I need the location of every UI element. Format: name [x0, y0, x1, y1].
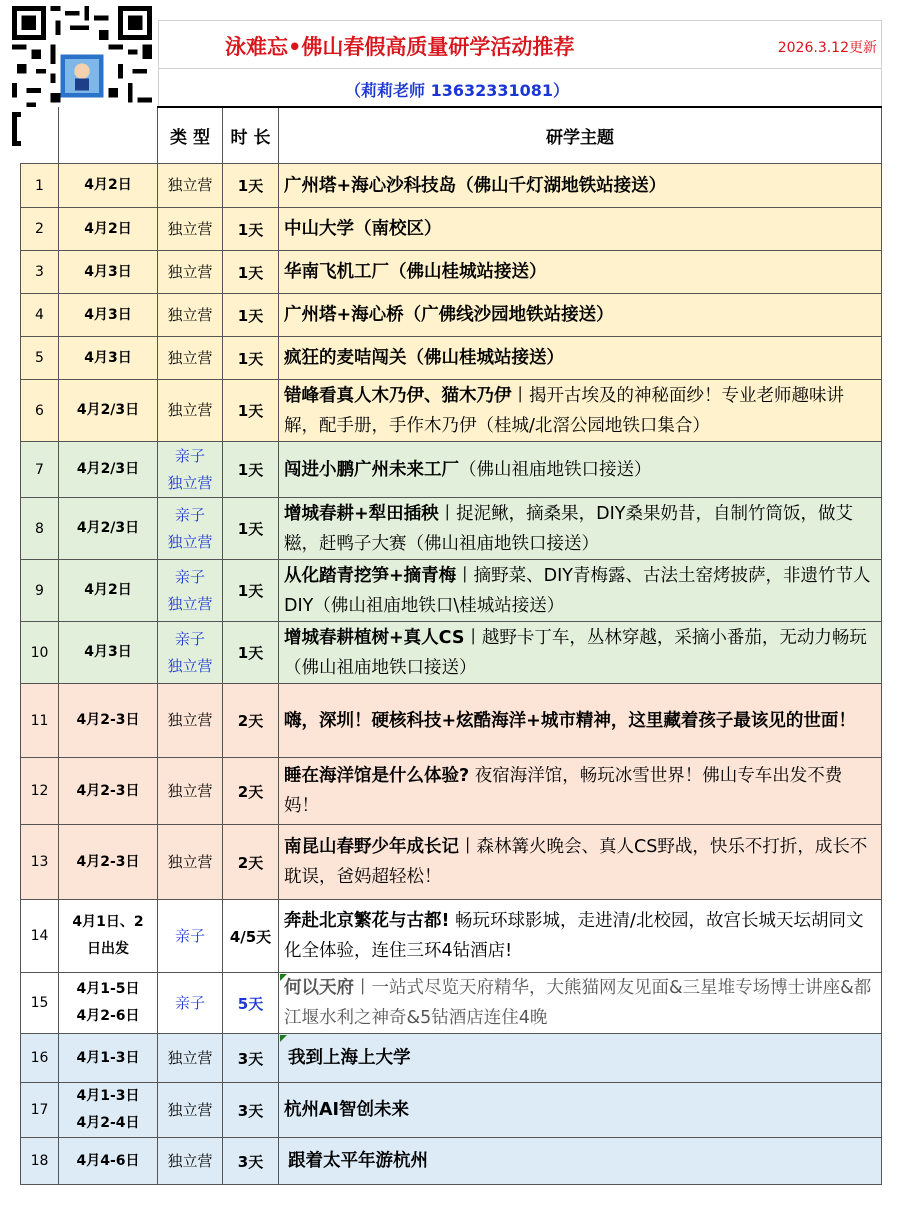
type-text: 亲子 — [174, 505, 205, 524]
type-text: 独立营 — [167, 305, 213, 324]
table-row — [21, 251, 882, 294]
header-duration: 时 长 — [223, 107, 279, 164]
table-row — [21, 560, 882, 622]
topic-title: 南昆山春野少年成长记 — [284, 837, 459, 857]
type-cell — [158, 1138, 223, 1185]
topic-description: 畅玩环球影城，走进清/北校园，故宫长城天坛胡同文化全体验，连住三环4钻酒店! — [284, 911, 864, 961]
update-date: 2026.3.12更新 — [777, 40, 877, 56]
topic-cell — [279, 208, 882, 251]
type-cell — [158, 684, 223, 758]
topic-description: （佛山祖庙地铁口接送） — [459, 459, 652, 480]
topic-cell — [279, 1034, 882, 1083]
type-cell — [158, 1083, 223, 1138]
type-text: 独立营 — [167, 1151, 213, 1170]
table-row — [21, 825, 882, 900]
topic-title: 广州塔+海心沙科技岛（佛山千灯湖地铁站接送） — [284, 175, 667, 196]
duration-cell: 1天 — [223, 498, 279, 560]
date-text: 4月2日 — [84, 582, 132, 598]
table-row — [21, 337, 882, 380]
row-number: 14 — [21, 900, 59, 973]
header-blank — [21, 107, 59, 164]
row-number: 1 — [21, 164, 59, 208]
date-text: 4月1-3日 — [76, 1049, 140, 1066]
title-bar — [158, 20, 882, 69]
topic-cell — [279, 684, 882, 758]
topic-description: 丨揭开古埃及的神秘面纱！专业老师趣味讲解，配手册，手作木乃伊（桂城/北滘公园地铁口集合） — [284, 385, 844, 436]
type-text: 独立营 — [167, 1048, 213, 1067]
topic-title: 华南飞机工厂（佛山桂城站接送） — [284, 262, 547, 282]
date-text: 4月2-3日 — [76, 712, 140, 728]
table-row — [21, 498, 882, 560]
topic-title: 我到上海上大学 — [288, 1048, 411, 1068]
topic-cell — [279, 164, 882, 208]
type-text: 亲子 — [174, 446, 205, 465]
topic-cell — [279, 1083, 882, 1138]
type-cell — [158, 498, 223, 560]
type-text: 独立营 — [167, 656, 213, 675]
row-number: 16 — [21, 1034, 59, 1083]
type-text: 亲子 — [174, 926, 205, 945]
topic-title: 何以天府 — [284, 978, 354, 998]
duration-cell: 1天 — [223, 380, 279, 442]
topic-title: 从化踏青挖笋+摘青梅 — [284, 565, 457, 586]
type-cell — [158, 164, 223, 208]
type-cell — [158, 900, 223, 973]
duration-cell: 1天 — [223, 622, 279, 684]
topic-description: 丨捉泥鳅，摘桑果，DIY桑果奶昔，自制竹筒饭，做艾糍，赶鸭子大赛（佛山祖庙地铁口接送） — [284, 503, 853, 554]
row-number: 18 — [21, 1138, 59, 1185]
topic-title: 中山大学（南校区） — [284, 219, 442, 239]
type-text: 亲子 — [174, 567, 205, 586]
type-text: 独立营 — [167, 1100, 213, 1119]
duration-cell: 1天 — [223, 442, 279, 498]
comment-marker-icon — [280, 974, 287, 981]
date-cell — [59, 498, 158, 560]
table-row — [21, 758, 882, 825]
table-row — [21, 1138, 882, 1185]
topic-cell — [279, 1138, 882, 1185]
topic-cell — [279, 337, 882, 380]
date-text: 4月2/3日 — [76, 461, 140, 477]
topic-cell — [279, 442, 882, 498]
table-row — [21, 973, 882, 1034]
duration-cell: 1天 — [223, 560, 279, 622]
type-cell — [158, 622, 223, 684]
row-number: 6 — [21, 380, 59, 442]
type-cell — [158, 251, 223, 294]
topic-title: 杭州AI智创未来 — [284, 1100, 410, 1120]
row-number: 15 — [21, 973, 59, 1034]
date-text: 4月3日 — [84, 306, 132, 323]
duration-cell: 2天 — [223, 825, 279, 900]
type-text: 独立营 — [167, 348, 213, 367]
contact-info: （莉莉老师 13632331081） — [345, 81, 570, 100]
topic-cell — [279, 251, 882, 294]
date-text: 4月2-6日 — [76, 1008, 140, 1024]
contact-bar — [158, 68, 882, 107]
date-cell — [59, 684, 158, 758]
date-cell — [59, 337, 158, 380]
duration-cell: 1天 — [223, 251, 279, 294]
row-number: 9 — [21, 560, 59, 622]
duration-cell: 1天 — [223, 208, 279, 251]
type-cell — [158, 1034, 223, 1083]
topic-title: 广州塔+海心桥（广佛线沙园地铁站接送） — [284, 305, 614, 325]
date-cell — [59, 1034, 158, 1083]
date-text: 4月2日 — [84, 220, 132, 237]
type-text: 独立营 — [167, 781, 213, 800]
topic-description: 丨一站式尽览天府精华，大熊猫网友见面&三星堆专场博士讲座&都江堰水利之神奇&5钻酒店连住4晚 — [284, 978, 872, 1028]
row-number: 5 — [21, 337, 59, 380]
page-title: 泳难忘•佛山春假高质量研学活动推荐 — [225, 35, 575, 59]
date-cell — [59, 380, 158, 442]
type-cell — [158, 294, 223, 337]
topic-cell — [279, 973, 882, 1034]
topic-cell — [279, 294, 882, 337]
date-cell — [59, 442, 158, 498]
topic-cell — [279, 825, 882, 900]
type-text: 独立营 — [167, 852, 213, 871]
date-text: 日出发 — [87, 941, 129, 957]
topic-cell — [279, 380, 882, 442]
type-cell — [158, 758, 223, 825]
type-text: 独立营 — [167, 473, 213, 492]
topic-cell — [279, 622, 882, 684]
date-cell — [59, 1083, 158, 1138]
row-number: 3 — [21, 251, 59, 294]
date-cell — [59, 825, 158, 900]
header-type: 类 型 — [158, 107, 223, 164]
type-cell — [158, 825, 223, 900]
duration-cell: 2天 — [223, 684, 279, 758]
duration-cell: 1天 — [223, 294, 279, 337]
date-cell — [59, 622, 158, 684]
date-text: 4月3日 — [84, 644, 132, 660]
date-text: 4月2/3日 — [76, 520, 140, 536]
topic-cell — [279, 560, 882, 622]
type-cell — [158, 442, 223, 498]
date-cell — [59, 294, 158, 337]
row-number: 12 — [21, 758, 59, 825]
table-row — [21, 622, 882, 684]
table-row — [21, 900, 882, 973]
date-cell — [59, 251, 158, 294]
table-header — [21, 107, 882, 164]
date-text: 4月2日 — [84, 177, 132, 193]
topic-title: 嗨，深圳！硬核科技+炫酷海洋+城市精神，这里藏着孩子最该见的世面！ — [284, 710, 856, 731]
date-cell — [59, 900, 158, 973]
duration-cell: 3天 — [223, 1083, 279, 1138]
topic-description: 丨越野卡丁车，丛林穿越，采摘小番茄，无动力畅玩（佛山祖庙地铁口接送） — [284, 627, 867, 678]
date-cell — [59, 560, 158, 622]
table-row — [21, 684, 882, 758]
duration-cell: 4/5天 — [223, 900, 279, 973]
table-row — [21, 442, 882, 498]
table-row — [21, 1034, 882, 1083]
topic-title: 奔赴北京繁花与古都! — [284, 911, 450, 931]
type-cell — [158, 337, 223, 380]
date-text: 4月2-3日 — [76, 782, 140, 799]
date-cell — [59, 1138, 158, 1185]
date-text: 4月1-5日 — [76, 981, 140, 997]
type-text: 亲子 — [174, 629, 205, 648]
row-number: 8 — [21, 498, 59, 560]
duration-cell: 3天 — [223, 1138, 279, 1185]
type-text: 独立营 — [167, 219, 213, 238]
row-number: 11 — [21, 684, 59, 758]
comment-marker-icon — [280, 1035, 287, 1042]
topic-title: 疯狂的麦咭闯关（佛山桂城站接送） — [284, 348, 564, 368]
type-text: 独立营 — [167, 176, 213, 194]
duration-cell: 1天 — [223, 164, 279, 208]
type-text: 独立营 — [167, 711, 213, 729]
row-number: 10 — [21, 622, 59, 684]
row-number: 13 — [21, 825, 59, 900]
date-text: 4月2/3日 — [76, 402, 140, 418]
date-cell — [59, 164, 158, 208]
duration-cell: 2天 — [223, 758, 279, 825]
date-cell — [59, 758, 158, 825]
date-text: 4月4-6日 — [76, 1152, 140, 1169]
date-text: 4月2-4日 — [76, 1115, 140, 1131]
topic-title: 增城春耕+犁田插秧 — [284, 503, 439, 524]
topic-description: 夜宿海洋馆，畅玩冰雪世界！佛山专车出发不费妈！ — [284, 766, 843, 816]
duration-cell: 1天 — [223, 337, 279, 380]
type-text: 独立营 — [167, 532, 213, 551]
table-row — [21, 164, 882, 208]
topic-title: 睡在海洋馆是什么体验? — [284, 766, 470, 786]
date-cell — [59, 973, 158, 1034]
header-blank — [59, 107, 158, 164]
type-text: 独立营 — [167, 401, 213, 419]
duration-cell: 5天 — [223, 973, 279, 1034]
topic-title: 错峰看真人木乃伊、猫木乃伊 — [284, 385, 512, 406]
date-text: 4月1日、2 — [72, 914, 144, 930]
type-text: 独立营 — [167, 262, 213, 281]
type-text: 独立营 — [167, 594, 213, 613]
activity-table — [20, 106, 882, 1185]
topic-title: 增城春耕植树+真人CS — [284, 627, 465, 648]
header-topic: 研学主题 — [279, 107, 882, 164]
topic-cell — [279, 900, 882, 973]
table-row — [21, 1083, 882, 1138]
row-number: 4 — [21, 294, 59, 337]
row-number: 17 — [21, 1083, 59, 1138]
table-row — [21, 208, 882, 251]
topic-cell — [279, 498, 882, 560]
type-text: 亲子 — [174, 993, 205, 1012]
date-cell — [59, 208, 158, 251]
type-cell — [158, 973, 223, 1034]
row-number: 2 — [21, 208, 59, 251]
date-text: 4月3日 — [84, 349, 132, 366]
topic-title: 跟着太平年游杭州 — [288, 1151, 428, 1171]
table-row — [21, 294, 882, 337]
topic-title: 闯进小鹏广州未来工厂 — [284, 459, 459, 480]
duration-cell: 3天 — [223, 1034, 279, 1083]
topic-description: 丨摘野菜、DIY青梅露、古法土窑烤披萨，非遗竹节人DIY（佛山祖庙地铁口\桂城站接送） — [284, 565, 871, 616]
type-cell — [158, 208, 223, 251]
table-row — [21, 380, 882, 442]
date-text: 4月3日 — [84, 263, 132, 280]
table-body — [21, 164, 882, 1185]
date-text: 4月1-3日 — [76, 1088, 140, 1104]
topic-cell — [279, 758, 882, 825]
type-cell — [158, 560, 223, 622]
date-text: 4月2-3日 — [76, 853, 140, 870]
row-number: 7 — [21, 442, 59, 498]
topic-description: 丨森林篝火晚会、真人CS野战，快乐不打折，成长不耽误，爸妈超轻松！ — [284, 837, 868, 887]
type-cell — [158, 380, 223, 442]
